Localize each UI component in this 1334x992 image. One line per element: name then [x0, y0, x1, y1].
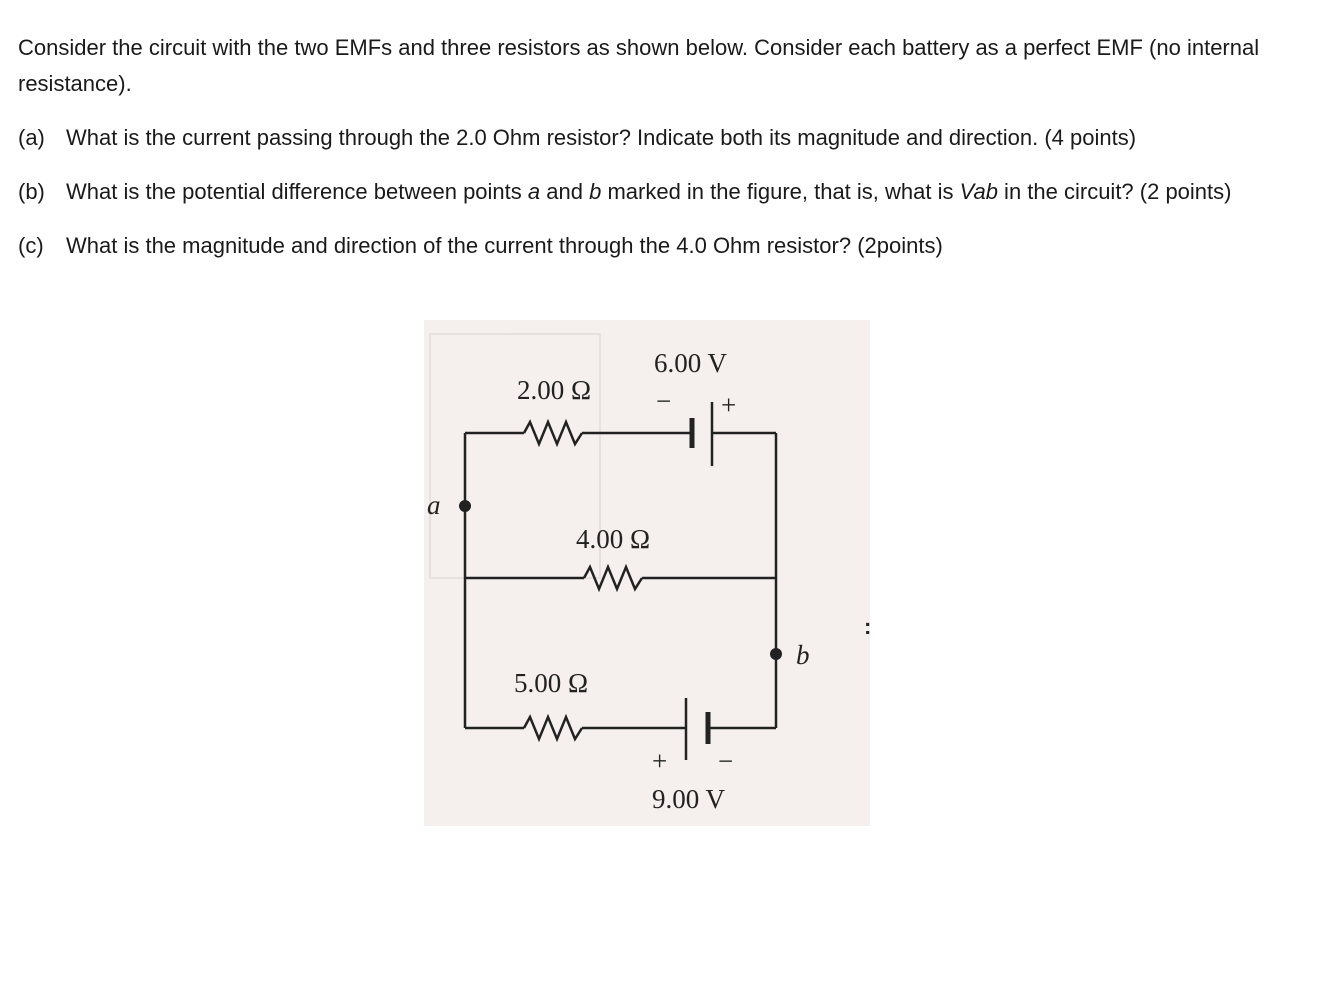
part-c — [18, 228, 1308, 264]
part-b-label: (b) — [18, 179, 45, 204]
part-a — [18, 120, 1308, 156]
part-c-text: What is the magnitude and direction of the current through the 4.0 Ohm resistor? (2points) — [66, 233, 943, 258]
problem-text — [18, 30, 1308, 282]
emf-top-plus: + — [721, 390, 737, 420]
emf-top-label: 6.00 V — [654, 348, 728, 378]
part-b-point-b: b — [589, 179, 602, 204]
part-c-label: (c) — [18, 233, 44, 258]
part-b-vab: Vab — [959, 179, 998, 204]
part-b-point-a: a — [527, 179, 541, 204]
emf-top-minus: − — [656, 386, 672, 416]
point-a-dot — [459, 500, 471, 512]
resistor-mid-label: 4.00 Ω — [576, 524, 651, 554]
circuit-diagram — [424, 320, 870, 826]
part-b-pre: What is the potential difference between points — [66, 179, 528, 204]
point-b-label: b — [796, 640, 810, 670]
emf-bottom-label: 9.00 V — [652, 784, 726, 814]
part-b-mid2: marked in the figure, that is, what is — [601, 179, 960, 204]
resistor-bottom-label: 5.00 Ω — [514, 668, 589, 698]
circuit-wires — [465, 402, 776, 760]
resistor-top-label: 2.00 Ω — [517, 375, 592, 405]
part-a-label: (a) — [18, 125, 45, 150]
intro-paragraph: Consider the circuit with the two EMFs and three resistors as shown below. Consider each battery as a perfect EMF (no internal resistance). — [18, 35, 1260, 96]
stray-mark: : — [864, 614, 872, 639]
part-b-post: in the circuit? (2 points) — [997, 179, 1232, 204]
part-b-mid: and — [540, 179, 590, 204]
point-a-label: a — [427, 490, 441, 520]
part-a-text: What is the current passing through the 2.0 Ohm resistor? Indicate both its magnitude and direction. (4 points) — [66, 125, 1137, 150]
emf-bottom-plus: + — [652, 746, 668, 776]
emf-bottom-minus: − — [718, 746, 734, 776]
point-b-dot — [770, 648, 782, 660]
circuit-figure — [424, 320, 870, 826]
bleed-through — [430, 334, 600, 578]
part-b — [18, 174, 1308, 210]
